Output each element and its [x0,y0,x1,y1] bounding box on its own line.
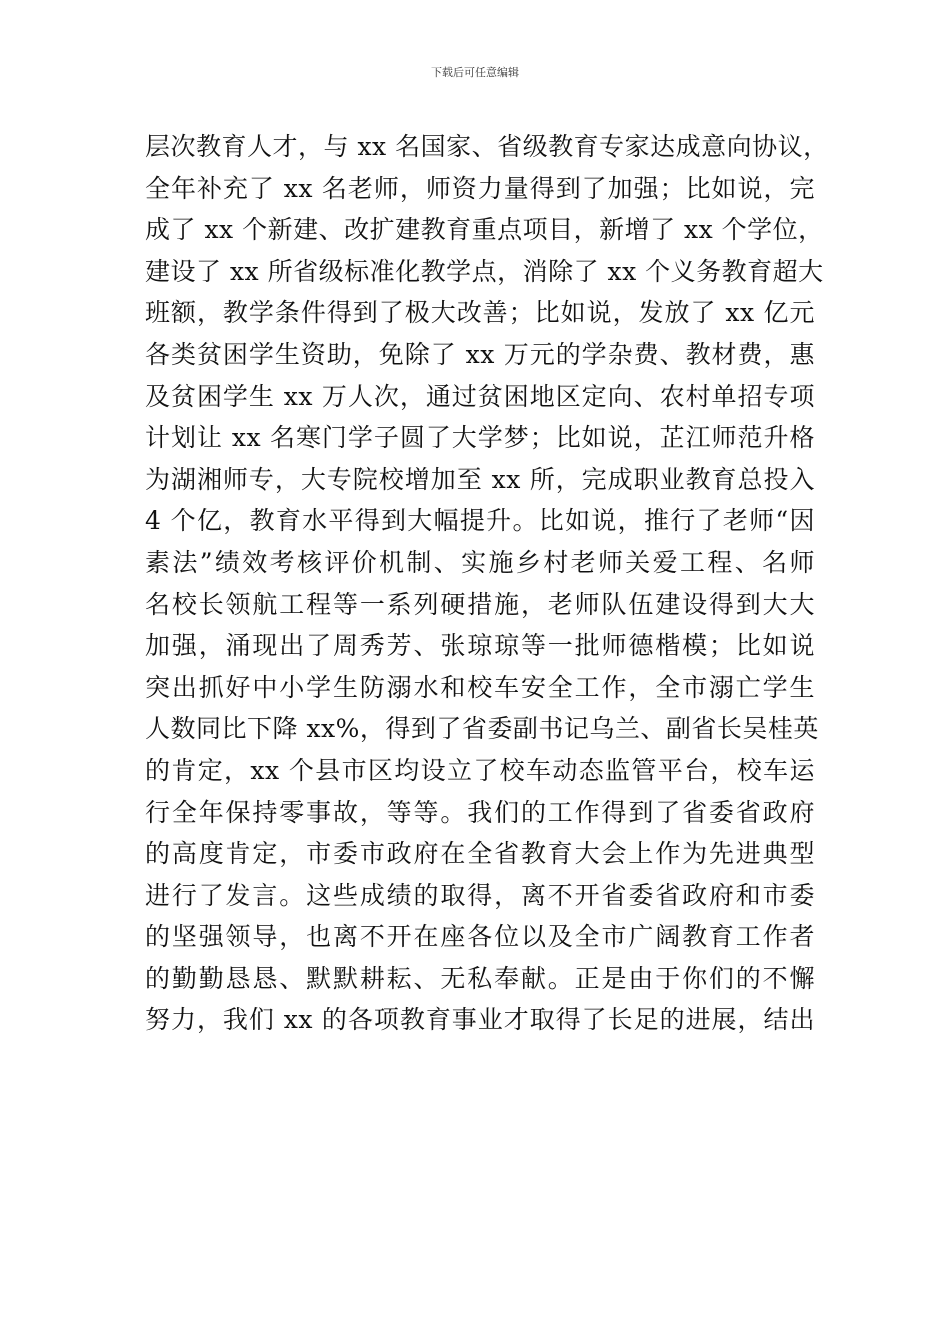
text-line: 的高度肯定，市委市政府在全省教育大会上作为先进典型 [145,839,815,869]
text-line: 加强，涌现出了周秀芳、张琼琼等一批师德楷模；比如说 [145,631,815,661]
text-line: 层次教育人才，与 xx 名国家、省级教育专家达成意向协议， [145,132,829,161]
text-line: 突出抓好中小学生防溺水和校车安全工作，全市溺亡学生 [145,672,815,702]
text-line: 4 个亿，教育水平得到大幅提升。比如说，推行了老师“因 [145,506,815,536]
body-paragraph [145,126,829,1041]
text-line: 的勤勤恳恳、默默耕耘、无私奉献。正是由于你们的不懈 [145,963,815,993]
text-line: 建设了 xx 所省级标准化教学点，消除了 xx 个义务教育超大 [145,256,824,286]
text-line: 全年补充了 xx 名老师，师资力量得到了加强；比如说，完 [145,173,815,203]
text-line: 努力，我们 xx 的各项教育事业才取得了长足的进展，结出 [145,1005,815,1035]
text-line: 进行了发言。这些成绩的取得，离不开省委省政府和市委 [145,880,815,910]
text-line: 名校长领航工程等一系列硬措施，老师队伍建设得到大大 [145,589,815,619]
text-line: 及贫困学生 xx 万人次，通过贫困地区定向、农村单招专项 [145,381,815,411]
text-line: 行全年保持零事故，等等。我们的工作得到了省委省政府 [145,797,815,827]
text-line: 各类贫困学生资助，免除了 xx 万元的学杂费、教材费，惠 [145,339,815,369]
text-line: 人数同比下降 xx%，得到了省委副书记乌兰、副省长吴桂英 [145,714,819,744]
text-line: 素法”绩效考核评价机制、实施乡村老师关爱工程、名师 [145,547,815,577]
text-line: 的坚强领导，也离不开在座各位以及全市广阔教育工作者 [145,922,815,952]
text-line: 计划让 xx 名寒门学子圆了大学梦；比如说，芷江师范升格 [145,423,815,453]
text-line: 成了 xx 个新建、改扩建教育重点项目，新增了 xx 个学位， [145,215,824,245]
page-header: 下载后可任意编辑 [431,66,519,79]
text-line: 的肯定，xx 个县市区均设立了校车动态监管平台，校车运 [145,755,815,785]
text-line: 为湖湘师专，大专院校增加至 xx 所，完成职业教育总投入 [145,464,815,494]
text-line: 班额，教学条件得到了极大改善；比如说，发放了 xx 亿元 [145,298,815,328]
